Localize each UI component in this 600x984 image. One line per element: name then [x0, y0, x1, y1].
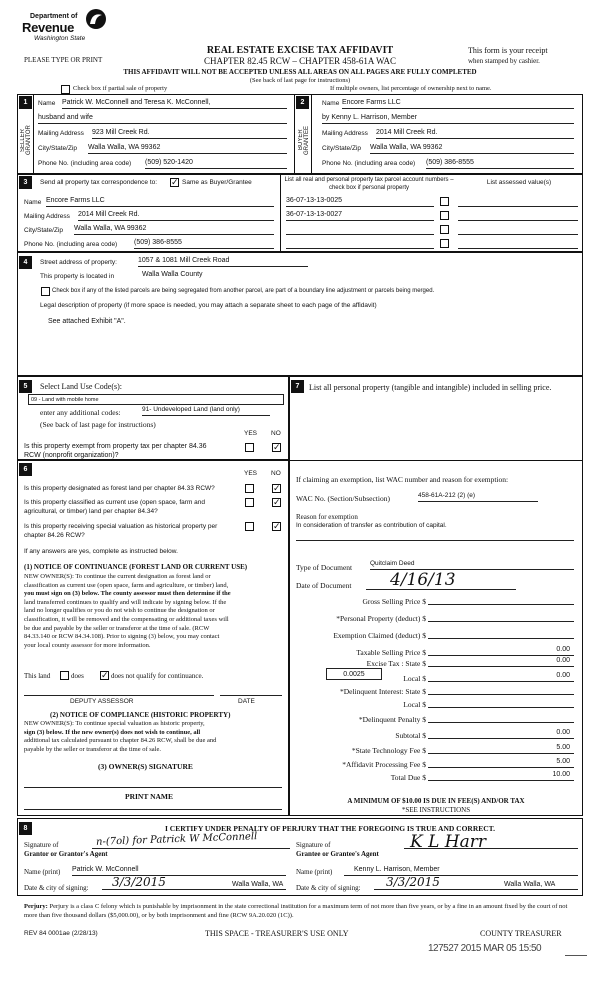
perjury-text: Perjury is a class C felony which is punishable by imprisonment in the state correctional institution for a maximum term of not more than five years, or by a fine in an amount fixed by the court of not more than five thousand dollars ($5,000.00), or by both imprisonment and fine (RCW 9A.20.020 (1C)). — [24, 903, 568, 919]
corr-city-label: City/State/Zip — [24, 227, 64, 234]
wa-state: Washington State — [34, 35, 86, 42]
treasurer-space: THIS SPACE - TREASURER'S USE ONLY — [205, 929, 349, 938]
delinquent-interest-local-label: Local $ — [403, 700, 426, 709]
street-label: Street address of property: — [40, 259, 117, 266]
parcel-2-checkbox[interactable] — [440, 211, 449, 220]
owner-signature-label: (3) OWNER(S) SIGNATURE — [98, 762, 193, 771]
grantor-sig-line — [92, 848, 290, 849]
forest-no-checkbox[interactable]: ✓ — [273, 483, 281, 493]
buyer-city-label: City/State/Zip — [322, 145, 362, 152]
section-4 — [17, 252, 583, 376]
located-field[interactable]: Walla Walla County — [142, 271, 203, 278]
segregate-label: Check box if any of the listed parcels are being segregated from another parcel, are part of a boundary line adjustment or parcels being merged. — [52, 288, 435, 294]
treasurer-stamp: 127527 2015 MAR 05 15:50 — [428, 943, 542, 954]
this-land-label: This land — [24, 672, 51, 680]
perjury-label: Perjury: — [24, 903, 48, 910]
form-title: REAL ESTATE EXCISE TAX AFFIDAVIT — [206, 45, 394, 56]
reason-extra-line[interactable] — [296, 540, 574, 541]
grantee-sig-label1: Signature of — [296, 841, 331, 849]
forest-yes-checkbox[interactable] — [245, 484, 254, 493]
excise-tax-local-field[interactable]: 0.00 — [428, 672, 574, 682]
personal-property-label: *Personal Property (deduct) $ — [336, 614, 426, 623]
current-use-question: Is this property classified as current use (open space, farm and agricultural, or timber) land per chapter 84.34? — [24, 499, 206, 515]
wac-field[interactable]: 458-61A-212 (2) (e) — [418, 492, 538, 502]
section-4-number: 4 — [19, 256, 32, 269]
buyer-name-field[interactable]: Encore Farms LLC — [342, 99, 574, 109]
county-treasurer: COUNTY TREASURER — [480, 929, 562, 938]
seller-mailing-field[interactable]: 923 Mill Creek Rd. — [92, 129, 287, 139]
additional-codes-label: enter any additional codes: — [40, 408, 121, 417]
perjury-note — [24, 903, 580, 920]
does-label: does — [71, 672, 84, 680]
no-header-6: NO — [271, 470, 281, 477]
see-back: (See back of last page for instructions) — [249, 77, 351, 84]
buyer-name-line2[interactable]: by Kenny L. Harrison, Member — [322, 114, 574, 124]
yes-header-5: YES — [244, 430, 258, 437]
current-use-yes-checkbox[interactable] — [245, 498, 254, 507]
local-rate-box[interactable]: 0.0025 — [326, 668, 382, 680]
exemption-claimed-label: Exemption Claimed (deduct) $ — [333, 631, 426, 640]
buyer-side-label: BUYER GRANTEE — [298, 125, 310, 155]
total-due-field[interactable]: 10.00 — [428, 771, 574, 781]
certify-text: I CERTIFY UNDER PENALTY OF PERJURY THAT THE FOREGOING IS TRUE AND CORRECT. — [164, 824, 495, 833]
corr-city-field[interactable]: Walla Walla, WA 99362 — [74, 225, 274, 235]
grantor-name-label: Name (print) — [24, 868, 61, 876]
minimum-note: A MINIMUM OF $10.00 IS DUE IN FEE(S) AND/OR TAX — [347, 797, 525, 805]
yes-header-6: YES — [244, 470, 258, 477]
delinquent-penalty-label: *Delinquent Penalty $ — [358, 715, 426, 724]
assessor-date-label: DATE — [238, 698, 255, 705]
excise-tax-local-label: Local $ — [403, 674, 426, 683]
corr-name-field[interactable]: Encore Farms LLC — [46, 197, 274, 207]
print-name-label: PRINT NAME — [125, 792, 173, 801]
legal-label: Legal description of property (if more space is needed, you may attach a separate sheet to each page of the affidavit) — [40, 302, 377, 309]
grantee-city[interactable]: Walla Walla, WA — [504, 881, 556, 888]
legal-field[interactable]: See attached Exhibit "A". — [48, 318, 126, 325]
parcel-header: List all real and personal property tax parcel account numbers – check box if personal property — [284, 177, 454, 191]
section-3-number: 3 — [19, 176, 32, 189]
buyer-phone-label: Phone No. (including area code) — [322, 160, 416, 167]
partial-sale-label: Check box if partial sale of property — [73, 85, 168, 92]
seller-name-label: Name — [38, 100, 56, 107]
exempt-yes-checkbox[interactable] — [245, 443, 254, 452]
warning-text: THIS AFFIDAVIT WILL NOT BE ACCEPTED UNLESS ALL AREAS ON ALL PAGES ARE FULLY COMPLETED — [123, 68, 477, 76]
exemption-label: If claiming an exemption, list WAC number and reason for exemption: — [296, 475, 509, 484]
exempt-no-checkbox[interactable]: ✓ — [273, 442, 281, 452]
notice2-body: NEW OWNER(S): To continue special valuation as historic property, sign (3) below. If the new owner(s) does not wish to continue, all additional tax calculated pursuant to chapter 84.26 RCW, shall be due and payable by the seller or transferor at the time of sale. — [24, 720, 217, 753]
date-doc-field[interactable]: 4/16/13 — [366, 572, 516, 590]
parcel-1[interactable]: 36-07-13-13-0025 — [286, 197, 434, 207]
seller-mailing-label: Mailing Address — [38, 130, 84, 137]
exemption-claimed-field[interactable] — [428, 629, 574, 639]
delinquent-interest-state-label: *Delinquent Interest: State $ — [339, 687, 426, 696]
section-2-number: 2 — [296, 96, 309, 109]
parcel-1-checkbox[interactable] — [440, 197, 449, 206]
reason-field[interactable]: In consideration of transfer as contribution of capital. — [296, 522, 447, 529]
parcel-3-checkbox[interactable] — [440, 225, 449, 234]
excise-tax-state-field[interactable]: 0.00 — [428, 657, 574, 667]
seller-name-field[interactable]: Patrick W. McConnell and Teresa K. McConnell, — [62, 99, 287, 109]
does-checkbox[interactable] — [60, 671, 69, 680]
grantee-date-field[interactable]: 3/3/2015 — [374, 876, 578, 890]
gross-selling-price-label: Gross Selling Price $ — [362, 597, 426, 606]
buyer-phone-field[interactable]: (509) 386-8555 — [426, 159, 574, 169]
send-correspondence-label: Send all property tax correspondence to: — [40, 179, 158, 186]
historic-yes-checkbox[interactable] — [245, 522, 254, 531]
corr-mailing-label: Mailing Address — [24, 213, 70, 220]
owner-signature-line[interactable] — [24, 782, 282, 788]
assessed-3[interactable] — [458, 225, 578, 235]
dept-of: Department of — [30, 13, 78, 20]
located-label: This property is located in — [40, 273, 115, 280]
notice1-body: NEW OWNER(S): To continue the current designation as forest land or classification as current use (open space, farm and agriculture, or timber) land, you must sign on (3) below. The county assessor must then determine if the land transferred continues to qualify and will indicate by signing below. If the land no longer qualifies or you do not wish to continue the designation or classification, it will be removed and the compensating or additional taxes will be due and payable by the seller or transferor at the time of sale. (RCW 84.33.140 or RCW 84.34.108). Prior to signing (3) below, you may contact your local county assessor for more information. — [24, 573, 231, 649]
stamp-mark — [565, 955, 587, 956]
section-1-number: 1 — [19, 96, 32, 109]
land-use-label: Select Land Use Code(s): — [40, 382, 122, 391]
grantee-date-label: Date & city of signing: — [296, 884, 361, 892]
segregate-checkbox[interactable] — [41, 287, 50, 296]
subtotal-field[interactable]: 0.00 — [428, 729, 574, 739]
receipt-note-2: when stamped by cashier. — [468, 57, 540, 65]
assessor-date-line[interactable] — [220, 686, 282, 696]
same-as-buyer-checkbox[interactable]: ✓ — [171, 177, 179, 187]
notice2-title: (2) NOTICE OF COMPLIANCE (HISTORIC PROPERTY) — [50, 711, 231, 719]
parcel-4[interactable] — [286, 239, 434, 249]
grantee-name-field[interactable]: Kenny L. Harrison, Member — [344, 866, 578, 876]
print-name-line[interactable] — [24, 804, 282, 810]
assessed-header: List assessed value(s) — [486, 179, 552, 186]
taxable-selling-price-label: Taxable Selling Price $ — [356, 648, 426, 657]
seller-city-label: City/State/Zip — [38, 145, 78, 152]
date-doc-label: Date of Document — [296, 581, 352, 590]
gross-selling-price-field[interactable] — [428, 595, 574, 605]
grantor-date-field[interactable]: 3/3/2015 — [102, 876, 286, 890]
if-yes-note: If any answers are yes, complete as instructed below. — [24, 548, 178, 555]
revenue-logo-text: Revenue — [22, 20, 75, 35]
grantee-name-label: Name (print) — [296, 868, 333, 876]
parcel-2[interactable]: 36-07-13-13-0027 — [286, 211, 434, 221]
please-type: PLEASE TYPE OR PRINT — [24, 56, 103, 64]
street-field[interactable]: 1057 & 1081 Mill Creek Road — [138, 257, 308, 267]
buyer-city-field[interactable]: Walla Walla, WA 99362 — [370, 144, 574, 154]
seller-city-field[interactable]: Walla Walla, WA 99362 — [88, 144, 287, 154]
state-technology-fee-field[interactable]: 5.00 — [428, 744, 574, 754]
section-8-number: 8 — [19, 822, 32, 835]
wac-label: WAC No. (Section/Subsection) — [296, 494, 390, 503]
corr-mailing-field[interactable]: 2014 Mill Creek Rd. — [78, 211, 274, 221]
notice1-title: (1) NOTICE OF CONTINUANCE (FOREST LAND OR CURRENT USE) — [24, 563, 248, 571]
section-6-number: 6 — [19, 463, 32, 476]
grantor-name-field[interactable]: Patrick W. McConnell — [72, 866, 286, 876]
assessed-2[interactable] — [458, 211, 578, 221]
partial-sale-checkbox[interactable] — [61, 85, 70, 94]
land-use-select[interactable]: 09 - Land with mobile home — [28, 394, 284, 405]
historic-no-checkbox[interactable]: ✓ — [273, 521, 281, 531]
form-chapter: CHAPTER 82.45 RCW – CHAPTER 458-61A WAC — [204, 56, 396, 66]
same-as-buyer-label: Same as Buyer/Grantee — [182, 179, 252, 186]
state-technology-fee-label: *State Technology Fee $ — [351, 746, 426, 755]
receipt-note-1: This form is your receipt — [468, 46, 548, 55]
parcel-3[interactable] — [286, 225, 434, 235]
affidavit-processing-fee-label: *Affidavit Processing Fee $ — [342, 760, 426, 769]
assessed-4[interactable] — [458, 239, 578, 249]
reason-label: Reason for exemption — [296, 513, 358, 521]
total-due-label: Total Due $ — [390, 773, 426, 782]
no-header-5: NO — [271, 430, 281, 437]
grantor-sig-label2: Grantor or Grantor's Agent — [24, 850, 108, 858]
delinquent-penalty-field[interactable] — [428, 713, 574, 723]
does-not-label: does not qualify for continuance. — [111, 672, 204, 680]
subtotal-label: Subtotal $ — [395, 731, 426, 740]
deputy-assessor-line[interactable] — [24, 686, 214, 696]
forest-question: Is this property designated as forest land per chapter 84.33 RCW? — [24, 485, 215, 492]
grantor-signature[interactable]: n-(7ol) for Patrick W McConnell — [95, 831, 258, 848]
delinquent-interest-state-field[interactable] — [428, 685, 574, 695]
seller-phone-field[interactable]: (509) 520-1420 — [145, 159, 287, 169]
see-instructions: *SEE INSTRUCTIONS — [401, 806, 471, 814]
delinquent-interest-local-field[interactable] — [428, 698, 574, 708]
multiple-owners-note: If multiple owners, list percentage of ownership next to name. — [330, 85, 492, 92]
buyer-mailing-field[interactable]: 2014 Mill Creek Rd. — [376, 129, 574, 139]
affidavit-processing-fee-field[interactable]: 5.00 — [428, 758, 574, 768]
section-5-number: 5 — [19, 380, 32, 393]
personal-property-field[interactable] — [428, 612, 574, 622]
grantee-sig-label2: Grantee or Grantee's Agent — [296, 850, 379, 858]
deputy-assessor-label: DEPUTY ASSESSOR — [70, 698, 134, 705]
grantor-city[interactable]: Walla Walla, WA — [232, 881, 284, 888]
rev-number: REV 84 0001ae (2/28/13) — [24, 930, 98, 937]
grantor-sig-label1: Signature of — [24, 841, 59, 849]
dor-logo-icon — [82, 8, 110, 30]
does-not-checkbox[interactable]: ✓ — [101, 670, 109, 680]
type-doc-field[interactable]: Quitclaim Deed — [370, 560, 574, 570]
corr-phone-field[interactable]: (509) 386-8555 — [134, 239, 274, 249]
parcel-4-checkbox[interactable] — [440, 239, 449, 248]
additional-codes-field[interactable]: 91- Undeveloped Land (land only) — [142, 406, 270, 416]
corr-phone-label: Phone No. (including area code) — [24, 241, 118, 248]
personal-property-text: List all personal property (tangible and intangible) included in selling price. — [309, 383, 552, 392]
section-7-number: 7 — [291, 380, 304, 393]
grantee-sig-line — [404, 848, 578, 849]
buyer-mailing-label: Mailing Address — [322, 130, 368, 137]
seller-phone-label: Phone No. (including area code) — [38, 160, 132, 167]
historic-question: Is this property receiving special valuation as historical property per chapter 84.26 RCW? — [24, 523, 218, 539]
current-use-no-checkbox[interactable]: ✓ — [273, 497, 281, 507]
grantee-signature[interactable]: K L Harr — [410, 832, 487, 852]
seller-name-line2[interactable]: husband and wife — [38, 114, 287, 124]
corr-name-label: Name — [24, 199, 42, 206]
seller-side-label: SELLER GRANTOR — [20, 125, 32, 155]
exempt-question: Is this property exempt from property tax per chapter 84.36 RCW (nonprofit organization)? — [24, 443, 207, 459]
see-back-5: (See back of last page for instructions) — [40, 420, 156, 429]
taxable-selling-price-field[interactable]: 0.00 — [428, 646, 574, 656]
excise-tax-state-label: Excise Tax : State $ — [366, 659, 426, 668]
grantor-date-label: Date & city of signing: — [24, 884, 89, 892]
assessed-1[interactable] — [458, 197, 578, 207]
buyer-name-label: Name — [322, 100, 340, 107]
type-doc-label: Type of Document — [296, 563, 353, 572]
